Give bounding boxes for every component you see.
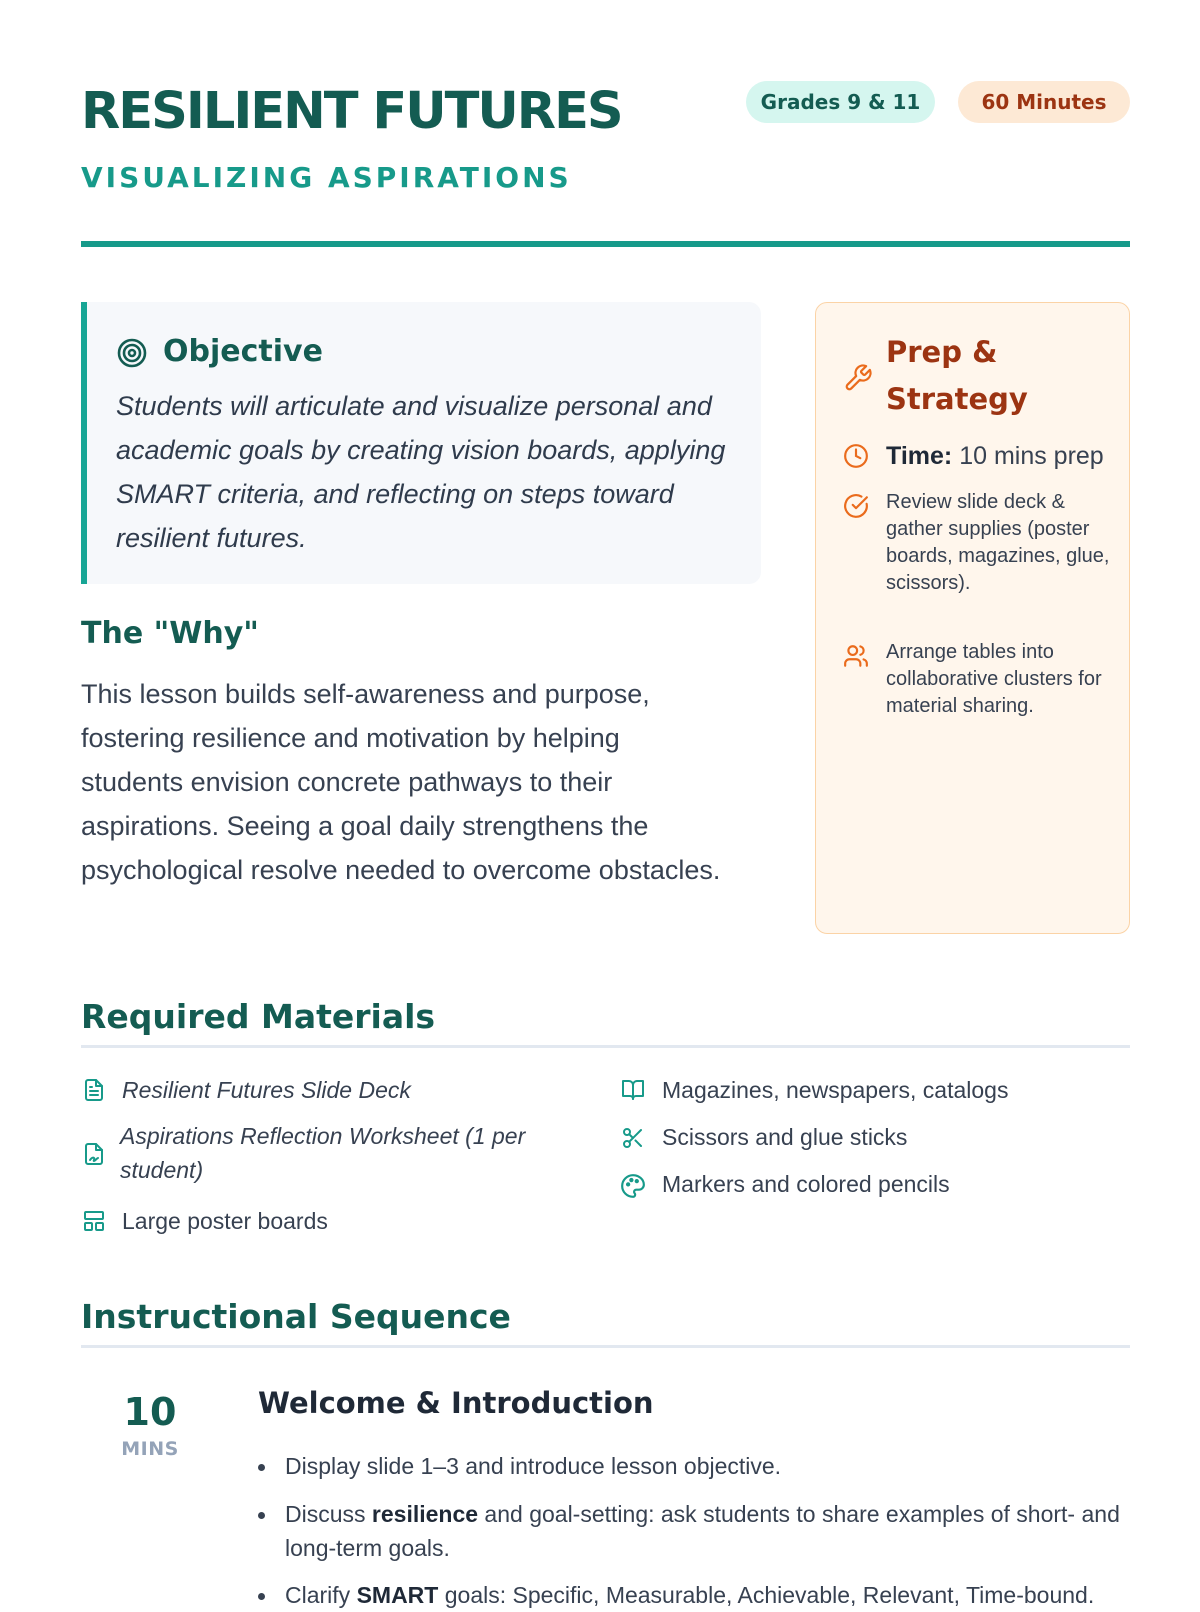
step-minutes: 10 [123,1390,177,1434]
duration-badge: 60 Minutes [958,81,1130,123]
file-text-icon [82,1078,106,1102]
page-subtitle: VISUALIZING ASPIRATIONS [81,161,572,194]
page-title: RESILIENT FUTURES [81,82,622,141]
wrench-icon [843,363,873,393]
why-heading: The "Why" [81,616,259,651]
material-item: Scissors and glue sticks [662,1124,908,1150]
layout-icon [82,1209,106,1233]
book-open-icon [620,1078,646,1102]
header-divider [81,241,1130,247]
material-item: Large poster boards [122,1208,328,1234]
material-item: Magazines, newspapers, catalogs [662,1077,1009,1103]
objective-card [81,302,761,584]
material-item: Markers and colored pencils [662,1171,950,1197]
bullet-dot [258,1512,265,1519]
check-circle-icon [843,493,869,519]
scissors-icon [620,1126,646,1150]
bullet-text: Discuss resilience and goal-setting: ask students to share examples of short- and long-term goals. [285,1501,1120,1561]
sequence-heading: Instructional Sequence [81,1297,511,1336]
why-text: This lesson builds self-awareness and purpose, fostering resilience and motivation by helping students envision concrete pathways to their aspirations. Seeing a goal daily strengthens the psychological resolve needed to overcome obstacles. [81,679,721,885]
bullet-text: Clarify SMART goals: Specific, Measurable, Achievable, Relevant, Time-bound. [285,1582,1095,1608]
prep-item: Arrange tables into collaborative clusters for material sharing. [886,641,1102,717]
prep-strategy-card [815,302,1130,934]
objective-text: Students will articulate and visualize personal and academic goals by creating vision boards, applying SMART criteria, and reflecting on steps toward resilient futures. [116,391,726,553]
materials-divider [81,1045,1130,1048]
materials-heading: Required Materials [81,997,436,1036]
step-minutes-label: MINS [121,1438,179,1460]
prep-time-label: Time: [886,442,953,470]
step-title: Welcome & Introduction [258,1386,654,1420]
material-item: Aspirations Reflection Worksheet (1 per student) [120,1123,526,1183]
prep-time-value: 10 mins prep [959,442,1104,470]
clock-icon [843,443,869,469]
bullet-dot [258,1464,265,1471]
users-icon [843,643,869,669]
file-signature-icon [82,1142,106,1166]
grade-badge: Grades 9 & 11 [746,81,935,123]
bullet-dot [258,1593,265,1600]
prep-item: Review slide deck & gather supplies (poster boards, magazines, glue, scissors). [886,491,1110,594]
palette-icon [620,1173,646,1199]
bullet-text: Display slide 1–3 and introduce lesson objective. [285,1453,782,1479]
target-icon [116,337,148,369]
objective-heading: Objective [163,334,323,369]
prep-heading: Prep & Strategy [886,335,1028,416]
prep-time [886,438,1111,474]
material-item: Resilient Futures Slide Deck [122,1077,411,1103]
sequence-divider [81,1345,1130,1348]
